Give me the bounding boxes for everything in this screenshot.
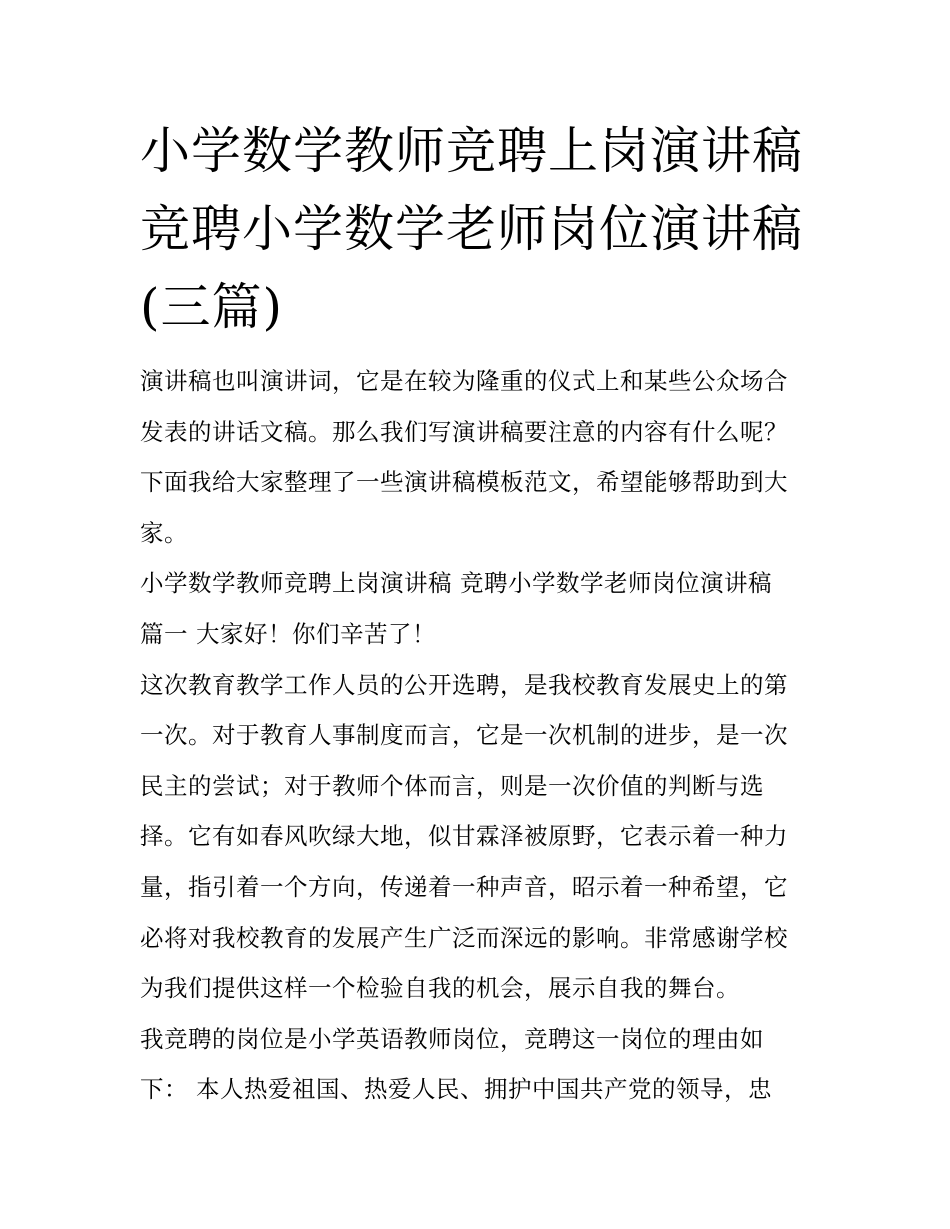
document-title [140,112,803,346]
body-line: 我竞聘的岗位是小学英语教师岗位，竞聘这一岗位的理由如 [140,1024,764,1053]
title-line: (三篇) [140,278,284,336]
document-page [140,112,816,1115]
body-line: 发表的讲话文稿。那么我们写演讲稿要注意的内容有什么呢？ [140,417,788,446]
body-line: 演讲稿也叫演讲词，它是在较为隆重的仪式上和某些公众场合 [140,367,788,395]
body-line: 量，指引着一个方向，传递着一种声音，昭示着一种希望，它 [140,872,788,901]
title-line: 竞聘小学数学老师岗位演讲稿 [140,200,803,258]
body-line: 这次教育教学工作人员的公开选聘，是我校教育发展史上的第 [140,670,788,699]
body-line: 民主的尝试；对于教师个体而言，则是一次价值的判断与选 [140,771,764,800]
body-line: 小学数学教师竞聘上岗演讲稿 竞聘小学数学老师岗位演讲稿 [140,569,772,598]
body-line: 下面我给大家整理了一些演讲稿模板范文，希望能够帮助到大 [140,468,788,497]
body-line: 篇一 大家好！你们辛苦了！ [140,619,436,648]
title-line: 小学数学教师竞聘上岗演讲稿 [140,122,803,180]
body-line: 必将对我校教育的发展产生广泛而深远的影响。非常感谢学校 [140,923,788,952]
document-body [140,356,816,1115]
body-line: 下： 本人热爱祖国、热爱人民、拥护中国共产党的领导，忠 [140,1075,772,1104]
body-line: 家。 [140,518,188,547]
body-line: 择。它有如春风吹绿大地，似甘霖泽被原野，它表示着一种力 [140,822,788,851]
body-line: 为我们提供这样一个检验自我的机会，展示自我的舞台。 [140,974,740,1003]
body-line: 一次。对于教育人事制度而言，它是一次机制的进步，是一次 [140,721,788,750]
